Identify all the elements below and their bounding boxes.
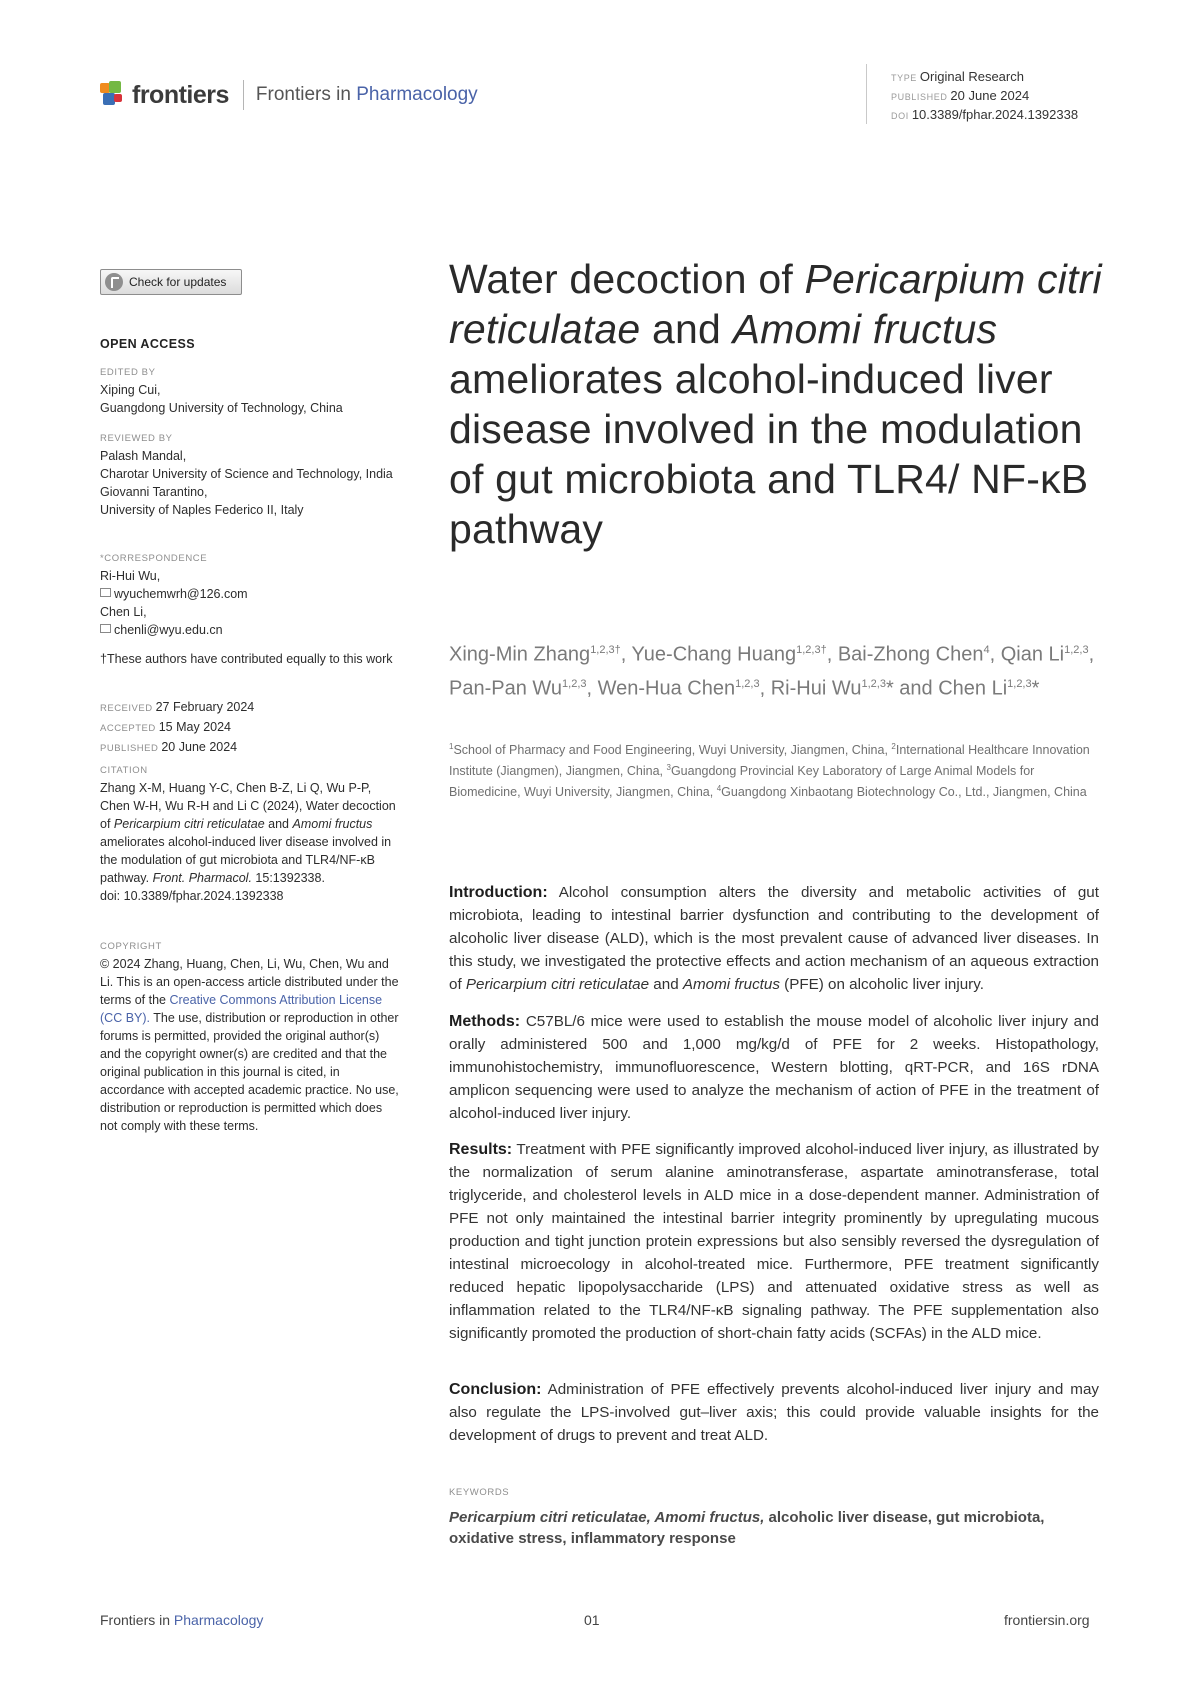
abstract-methods <box>449 1010 1099 1125</box>
citation-authors: Zhang X-M, Huang Y-C, Chen B-Z, Li Q, Wu P-P, Chen W-H, Wu R-H and Li C (2024), <box>100 781 372 813</box>
abstract-text: C57BL/6 mice were used to establish the mouse model of alcoholic liver injury and orally administered 500 and 1,000 mg/kg/d of PFE for 2 weeks. Histopathology, immunohistochemistry, immunofluorescence, Western blotting, qRT-PCR, and 16S rDNA amplicon sequencing were used to analyze the mechanism of action of PFE in the treatment of alcohol-induced liver injury. <box>449 1013 1099 1122</box>
frontiers-logo[interactable] <box>100 80 478 110</box>
meta-doi-label: DOI <box>891 111 909 121</box>
affiliation-text: International Healthcare Innovation Institute (Jiangmen), Jiangmen, China, <box>449 743 1090 779</box>
author-superscript: 1,2,3† <box>796 644 827 656</box>
correspondence-section <box>100 552 402 639</box>
citation-title-part: Water decoction of <box>100 799 396 831</box>
corresponding-email-row <box>100 621 402 639</box>
footer-journal[interactable] <box>100 1612 263 1628</box>
author-superscript: 4 <box>983 644 990 656</box>
accepted-value: 15 May 2024 <box>158 720 232 734</box>
refresh-icon <box>105 273 123 291</box>
title-part: and <box>640 306 733 352</box>
citation-title-part: ameliorates alcohol-induced liver disease involved in the modulation of gut microbiota and TLR4/NF-κB pathway. <box>100 835 392 885</box>
journal-title: Pharmacology <box>356 84 478 105</box>
reviewer-affiliation: University of Naples Federico II, Italy <box>100 503 304 517</box>
abstract-text: Alcohol consumption alters the diversity and metabolic activities of gut microbiota, leading to intestinal barrier dysfunction and contributing to the development of alcoholic liver disease (ALD), which is the most prevalent cause of advanced liver diseases. In this study, we investigated the protective effects and action mechanism of an aqueous extraction of <box>449 884 1099 993</box>
abstract-text: Treatment with PFE significantly improved alcohol-induced liver injury, as illustrated by the normalization of serum alanine aminotransferase, aspartate aminotransferase, total triglyceride, and cholesterol levels in ALD mice in a dose-dependent manner. Administration of PFE not only maintained the intestinal barrier integrity prominently by upregulating mucous production and tight junction protein expressions but also sensibly reversed the dysregulation of intestinal microecology in alcohol-treated mice. Furthermore, PFE treatment significantly reduced hepatic lipopolysaccharide (LPS) and attenuated oxidative stress as well as inflammation related to the TLR4/NF-κB signaling pathway. The PFE supplementation also significantly promoted the production of short-chain fatty acids (SCFAs) in the ALD mice. <box>449 1141 1099 1342</box>
author-name[interactable]: Qian Li <box>1000 643 1065 666</box>
correspondence-heading: *CORRESPONDENCE <box>100 553 208 564</box>
abstract-text: Administration of PFE effectively prevents alcohol-induced liver injury and may also regulate the LPS-involved gut–liver axis; this could provide valuable insights for the development of drugs to prevent and treat ALD. <box>449 1381 1099 1444</box>
frontiers-logo-icon <box>100 81 126 109</box>
abstract-species: Pericarpium citri reticulatae <box>465 976 650 993</box>
author-superscript: 1,2,3 <box>1064 644 1089 656</box>
meta-type-label: TYPE <box>891 73 917 83</box>
corresponding-email-row <box>100 585 402 603</box>
editor-affiliation: Guangdong University of Technology, China <box>100 401 343 415</box>
affiliation-number: 2 <box>891 742 896 751</box>
meta-doi-value[interactable]: 10.3389/fphar.2024.1392338 <box>911 107 1079 122</box>
title-species: Pericarpium citri reticulatae <box>449 256 1102 352</box>
footer-journal-prefix: Frontiers in <box>100 1612 171 1628</box>
accepted-label: ACCEPTED <box>100 723 156 734</box>
equal-contribution-note: †These authors have contributed equally to this work <box>100 652 393 666</box>
journal-prefix: Frontiers in <box>255 84 351 105</box>
meta-type <box>891 68 1078 87</box>
corresponding-email[interactable]: wyuchemwrh@126.com <box>114 587 248 601</box>
abstract-section-label: Results: <box>449 1141 513 1158</box>
citation-text <box>100 779 402 905</box>
dates-section <box>100 698 402 758</box>
journal-name <box>256 84 478 106</box>
author-name[interactable]: Wen-Hua Chen <box>597 677 736 700</box>
affiliations <box>449 738 1109 801</box>
page-number: 01 <box>584 1612 600 1628</box>
author-superscript: 1,2,3 <box>1007 677 1032 690</box>
author-name[interactable]: Yue-Chang Huang <box>631 643 797 666</box>
published-label: PUBLISHED <box>100 743 159 754</box>
meta-doi <box>891 106 1078 125</box>
affiliation-text: Guangdong Xinbaotang Biotechnology Co., Ltd., Jiangmen, China <box>721 785 1087 800</box>
author-name[interactable]: Chen Li <box>938 677 1008 700</box>
reviewed-by-heading: REVIEWED BY <box>100 433 173 444</box>
check-for-updates-button[interactable] <box>100 269 242 295</box>
keywords-species: Pericarpium citri reticulatae, Amomi fructus, <box>449 1509 765 1526</box>
abstract-text: (PFE) on alcoholic liver injury. <box>784 976 984 993</box>
reviewer-affiliation: Charotar University of Science and Technology, India <box>100 467 393 481</box>
author-list: Xing-Min Zhang$^{1,2,3\dagger}$, Yue-Chang Huang$^{1,2,3\dagger}$, Bai-Zhong Chen$^4$, Qian Li$^{1,2,3}$, Pan-Pan Wu$^{1,2,3}$, Wen-Hua Chen$^{1,2,3}$, Ri-Hui Wu$^{1,2,3}$* and Chen Li$^{1,2,3}$* <box>449 643 1095 700</box>
copyright-heading: COPYRIGHT <box>100 941 162 952</box>
author-name[interactable]: Xing-Min Zhang <box>449 643 591 666</box>
copyright-text-part: © 2024 Zhang, Huang, Chen, Li, Wu, Chen, Wu and Li. This is an open-access article distributed under the terms of the <box>100 957 399 1007</box>
meta-published <box>891 87 1078 106</box>
title-species: Amomi fructus <box>732 306 998 352</box>
received-label: RECEIVED <box>100 703 153 714</box>
citation-section <box>100 764 402 905</box>
citation-journal: Front. Pharmacol. <box>152 871 252 885</box>
received-date <box>100 698 402 718</box>
corresponding-author-name: Ri-Hui Wu, <box>100 569 161 583</box>
meta-published-value: 20 June 2024 <box>950 88 1030 103</box>
affiliation-text: School of Pharmacy and Food Engineering, Wuyi University, Jiangmen, China, <box>453 743 888 758</box>
article-meta <box>891 68 1078 125</box>
abstract-section-label: Methods: <box>449 1013 521 1030</box>
abstract-section-label: Conclusion: <box>449 1381 542 1398</box>
editor-name: Xiping Cui, <box>100 383 161 397</box>
cc-by-license-link[interactable]: Creative Commons Attribution License (CC BY). <box>100 993 383 1025</box>
published-date <box>100 738 402 758</box>
edited-by-heading: EDITED BY <box>100 367 156 378</box>
corresponding-author-name: Chen Li, <box>100 605 147 619</box>
accepted-date <box>100 718 402 738</box>
author-name[interactable]: Pan-Pan Wu <box>449 677 563 700</box>
abstract-introduction <box>449 881 1099 996</box>
reviewed-by-section <box>100 432 402 519</box>
author-superscript: 1,2,3† <box>590 644 621 656</box>
edited-by-section <box>100 366 402 417</box>
published-value: 20 June 2024 <box>161 740 238 754</box>
keywords-list <box>449 1507 1099 1549</box>
copyright-text <box>100 955 402 1135</box>
meta-type-value: Original Research <box>919 69 1024 84</box>
copyright-text-part: The use, distribution or reproduction in other forums is permitted, provided the original author(s) and the copyright owner(s) are credited and that the original publication in this journal is cited, in accordance with accepted academic practice. No use, distribution or reproduction is permitted which does not comply with these terms. <box>100 1011 399 1133</box>
citation-species: Amomi fructus <box>292 817 373 831</box>
author-name[interactable]: Ri-Hui Wu <box>770 677 862 700</box>
title-part: Water decoction of <box>449 256 805 302</box>
keywords-heading: KEYWORDS <box>449 1487 510 1498</box>
author-superscript: 1,2,3 <box>562 677 587 690</box>
footer-website-link[interactable]: frontiersin.org <box>1004 1612 1090 1628</box>
keywords-terms: alcoholic liver disease, gut microbiota, oxidative stress, inflammatory response <box>449 1509 1045 1547</box>
abstract-species: Amomi fructus <box>682 976 780 993</box>
affiliation-number: 3 <box>666 763 671 773</box>
check-for-updates-label: Check for updates <box>129 275 227 289</box>
open-access-label: OPEN ACCESS <box>100 337 195 351</box>
citation-species: Pericarpium citri reticulatae <box>113 817 265 831</box>
envelope-icon <box>100 624 111 633</box>
author-name[interactable]: Bai-Zhong Chen <box>837 643 984 666</box>
abstract-results <box>449 1138 1099 1345</box>
abstract-text: and <box>653 976 679 993</box>
reviewer-name: Giovanni Tarantino, <box>100 485 208 499</box>
affiliation-text: Guangdong Provincial Key Laboratory of Large Animal Models for Biomedicine, Wuyi University, Jiangmen, China, <box>449 764 1035 800</box>
corresponding-email[interactable]: chenli@wyu.edu.cn <box>114 623 223 637</box>
logo-wordmark: frontiers <box>132 80 229 109</box>
abstract-section-label: Introduction: <box>449 884 548 901</box>
meta-published-label: PUBLISHED <box>891 92 948 102</box>
copyright-section <box>100 940 402 1135</box>
meta-divider <box>866 64 867 124</box>
citation-volume: 15:1392338. <box>255 871 325 885</box>
received-value: 27 February 2024 <box>155 700 255 714</box>
author-superscript: 1,2,3 <box>735 677 760 690</box>
citation-title-part: and <box>268 817 290 831</box>
title-part: ameliorates alcohol-induced liver disease involved in the modulation of gut microbiota and TLR4/ NF-κB pathway <box>449 356 1089 552</box>
affiliation-number: 1 <box>449 742 454 751</box>
abstract-conclusion <box>449 1378 1099 1447</box>
citation-heading: CITATION <box>100 765 148 776</box>
reviewer-name: Palash Mandal, <box>100 449 187 463</box>
footer-journal-name: Pharmacology <box>173 1612 264 1628</box>
article-title <box>449 254 1109 554</box>
citation-doi[interactable]: doi: 10.3389/fphar.2024.1392338 <box>100 889 284 903</box>
author-superscript: 1,2,3 <box>861 677 886 690</box>
envelope-icon <box>100 588 111 597</box>
affiliation-number: 4 <box>716 784 722 794</box>
logo-divider <box>243 80 244 110</box>
